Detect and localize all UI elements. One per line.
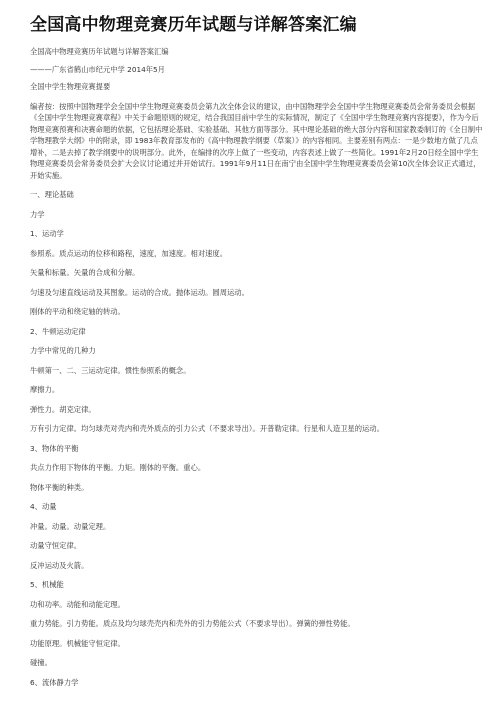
paragraph: 矢量和标量。矢量的合成和分解。 [30,268,140,277]
heading: 6、流体静力学 [30,677,79,687]
paragraph: 牛顿第一、二、三运动定律。惯性参照系的概念。 [30,365,191,375]
heading: 2、牛顿运动定律 [30,326,86,336]
paragraph: 匀速及匀速直线运动及其图象。运动的合成。抛体运动。圆周运动。 [30,287,249,297]
paragraph: 万有引力定律。均匀球壳对壳内和壳外质点的引力公式（不要求导出）。开普勒定律。行星和人造卫星的运动。 [30,424,384,433]
paragraph: 反冲运动及火箭。 [30,560,89,570]
heading: 一、理论基础 [30,190,74,199]
section-heading: 全国中学生物理竞赛提要 [30,82,111,91]
subtitle: 全国高中物理竞赛历年试题与详解答案汇编 [30,47,169,56]
heading: 力学 [30,209,45,219]
editor-note: 编者按：按照中国物理学会全国中学生物理竞赛委员会第九次全体会议的建议，由中国物理学会全国中学生物理竞赛委员会常务委员会根据《全国中学生物理竞赛章程》中关于命题原则的规定，结合我国目前中学生的实际情况，制定了《全国中学生物理竞赛内容提要》，作为今后物理竞赛预赛和决赛命题的依据，它包括理论基础、实验基础、其他方面等部分。其中理论基础的绝大部分内容和国家教委制订的《全日制中学物理教学大纲》中的附录，即 1983年教育部发布的《高中物理教学纲要（草案）》的内容相同。主要差别有两点：一是少数地方做了几点增补，二是去掉了教学纲要中的说明部分。此外，在编排的次序上做了一些变动，内容表述上做了一些简化。1991年2月20日经全国中学生物理竞赛委员会常务委员会扩大会议讨论通过并开始试行。1991年9月11日在南宁由全国中学生物理竞赛委员会第10次全体会议正式通过，开始实施。 [30,101,483,180]
paragraph: 刚体的平动和绕定轴的转动。 [30,307,125,316]
paragraph: 物体平衡的种类。 [30,482,89,492]
paragraph: 重力势能。引力势能。质点及均匀球壳壳内和壳外的引力势能公式（不要求导出）。弹簧的弹性势能。 [30,619,355,628]
paragraph: 参照系。质点运动的位移和路程，速度，加速度。相对速度。 [30,248,228,258]
heading: 5、机械能 [30,580,64,589]
paragraph: 功能原理。机械能守恒定律。 [30,638,125,648]
paragraph: 冲量。动量。动量定理。 [30,521,111,531]
heading: 3、物体的平衡 [30,443,79,453]
author-line: ———广东省鹤山市纪元中学 2014年5月 [30,64,165,74]
paragraph: 碰撞。 [30,658,52,667]
paragraph: 摩擦力。 [30,385,60,394]
paragraph: 力学中常见的几种力 [30,346,96,355]
paragraph: 共点力作用下物体的平衡。力矩。刚体的平衡。重心。 [30,463,206,472]
document-title: 全国高中物理竞赛历年试题与详解答案汇编 [30,15,357,35]
paragraph: 动量守恒定律。 [30,541,82,550]
heading: 1、运动学 [30,229,64,238]
paragraph: 弹性力。胡克定律。 [30,404,96,414]
paragraph: 功和功率。动能和动能定理。 [30,599,125,609]
heading: 4、动量 [30,502,57,511]
